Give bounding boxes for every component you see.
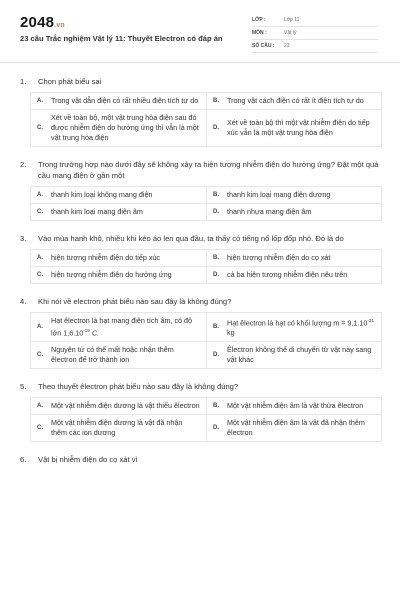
meta-row-class [252,14,378,27]
question-stem: Theo thuyết êlectron phát biểu nào sau đây là không đúng? [38,382,239,392]
header-divider [0,62,400,63]
meta-label: SỐ CÂU : [252,43,275,49]
option-d[interactable]: D. thanh nhựa mang điện âm [206,204,381,220]
option-b[interactable]: B. hiện tượng nhiễm điện do cọ xát [206,250,381,266]
question-stem: Vật bị nhiễm điện do cọ xát vì [38,455,138,465]
meta-row-count [252,40,378,53]
exponent: -19 [83,328,90,333]
quiz-meta [252,14,378,53]
option-d[interactable]: D. Xét về toàn bộ thì một vật nhiễm điện do tiếp xúc vẫn là một vật trung hòa điện [206,110,381,146]
options-grid [30,249,382,284]
page-title: 23 câu Trắc nghiệm Vật lý 11: Thuyết Electron có đáp án [20,34,223,43]
option-a[interactable]: A. thanh kim loại không mang điện [37,190,153,199]
question-stem: Vào mùa hanh khô, nhiều khi kéo áo len qua đầu, ta thấy có tiếng nổ lốp đốp nhỏ. Đó là do [38,234,344,243]
meta-value: 23 [284,43,290,49]
option-b[interactable]: B. thanh kim loại mang điện dương [206,187,381,203]
meta-value: Vật lý [284,30,297,36]
question-number: 1. [20,77,27,86]
option-c[interactable]: C. Nguyên tử có thể mất hoặc nhận thêm êlectron để trở thành ion [37,345,174,365]
unit: C. [91,328,99,338]
question-6 [20,454,382,465]
question-stem: Chọn phát biểu sai [38,77,102,86]
site-logo[interactable]: 2048.vn [20,14,65,31]
option-d[interactable]: D. cả ba hiện tượng nhiễm điện nêu trên [206,267,381,283]
question-1 [20,76,382,147]
options-grid [30,312,382,369]
exponent: -31 [367,318,374,323]
question-number: 6. [20,455,27,465]
option-a[interactable]: A. Hạt êlectron là hạt mang điện tích âm, có độ lớn $1,6.10^{-19}$ C. [37,316,193,338]
meta-label: MÔN : [252,30,267,36]
option-b[interactable]: B. Hạt êlectron là hạt có khối lượng $m = 9,1.10^{-31}$ kg [206,313,381,341]
question-number: 4. [20,297,27,306]
meta-label: LỚP : [252,17,266,23]
option-b[interactable]: B. Một vật nhiễm điện âm là vật thừa êlectron [206,398,381,414]
option-c[interactable]: C. Xét về toàn bộ, một vật trung hòa điện sau đó được nhiễm điện do hưởng ứng thì vẫn là một vật trung hòa điện [37,113,199,142]
option-a[interactable]: A. hiện tượng nhiễm điện do tiếp xúc [37,253,161,262]
question-2 [20,159,382,221]
options-grid [30,397,382,442]
option-c[interactable]: C. Một vật nhiễm điện dương là vật đã nhận thêm các ion dương [37,418,183,438]
question-list [0,76,400,477]
option-d[interactable]: D. Êlectron không thể di chuyển từ vật này sang vật khác [206,342,381,368]
meta-row-subject [252,27,378,40]
question-stem: Khi nói về electron phát biểu nào sau đây là không đúng? [38,297,232,306]
question-number: 3. [20,234,27,243]
meta-value: Lớp 11 [284,17,300,23]
question-number: 2. [20,160,27,169]
option-c[interactable]: C. hiện tượng nhiễm điện do hưởng ứng [37,270,172,279]
option-d[interactable]: D. Một vật nhiễm điện âm là vật đã nhận thêm êlectron [206,415,381,441]
question-number: 5. [20,382,27,392]
question-3 [20,233,382,284]
header [0,0,400,62]
option-a[interactable]: A. Trong vật dẫn điện có rất nhiều điện tích tự do [37,96,199,105]
question-4 [20,296,382,369]
options-grid [30,186,382,221]
unit: kg [227,328,235,338]
option-b[interactable]: B. Trong vật cách điện có rất ít điện tích tự do [206,93,381,109]
options-grid [30,92,382,147]
question-stem: Trong trường hợp nào dưới đây sẽ không xảy ra hiện tượng nhiễm điện do hưởng ứng? Đặt một quả cầu mang điện ở gần một [38,160,379,180]
option-a[interactable]: A. Một vật nhiễm điện dương là vật thiếu êlectron [37,401,200,411]
question-5 [20,381,382,442]
option-c[interactable]: C. thanh kim loại mang điện âm [37,207,143,216]
